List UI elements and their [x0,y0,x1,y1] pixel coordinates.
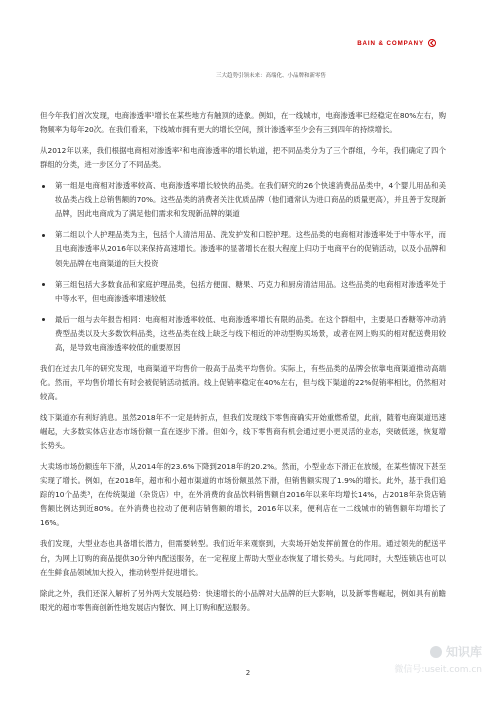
paragraph-3: 我们在过去几年的研究发现，电商渠道平均售价一般高于品类平均售价。实际上，有些品类的品牌会依靠电商渠道推动高端化。然而，平均售价增长有时会被促销活动抵消。线上促销率稳定在40%左右，但与线下渠道的22%促销率相比，仍然相对较高。 [40,363,446,401]
paragraph-7: 除此之外，我们还深入解析了另外两大发展趋势：快速增长的小品牌对大品牌的巨大影响，以及新零售崛起，例如具有前瞻眼光的超市零售商创新性地发展店内餐饮、网上订购和配送服务。 [40,588,446,612]
bain-company-logo [357,39,436,47]
bullet-item-2: 第二组以个人护理品类为主，包括个人清洁用品、洗发护发和口腔护理。这些品类的电商相对渗透率处于中等水平，而且电商渗透率从2016年以来保持高速增长。渗透率的显著增长在很大程度上归功于电商平台的促销活动，以及小品牌和领先品牌在电商渠道的巨大投资 [40,228,446,270]
bain-logo-mark-icon [428,39,436,47]
paragraph-4: 线下渠道亦有利好消息。虽然2018年不一定是转折点，但我们发现线下零售商确实开始重燃希望，此前，随着电商渠道迅速崛起，大多数实体店业态市场份额一直在逐步下滑。但如今，线下零售商有机会通过更小更灵活的业态，突破低迷，恢复增长势头。 [40,412,446,451]
paragraph-6: 我们发现，大型业态也具备增长潜力，但需要转型。我们近年来观察到，大卖场开始发挥前置仓的作用。通过领先的配送平台，为网上订购的商品提供30分钟内配送服务，在一定程度上帮助大型业态恢复了增长势头。与此同时，大型连锁店也可以在生鲜食品领域加大投入，推动转型并促进增长。 [40,539,446,577]
header-subtitle: 三大趋势引领未来：高端化、小品牌和新零售 [215,73,326,79]
logo-text: BAIN & COMPANY [357,39,424,47]
paragraph-2: 从2012年以来，我们根据电商相对渗透率²和电商渗透率的增长轨道，把不同品类分为了三个群组，今年，我们确定了四个群组的分类，进一步区分了不同品类。 [40,146,446,170]
wechat-icon [430,646,442,658]
paragraph-5: 大卖场市场份额连年下滑，从2014年的23.6%下降到2018年的20.2%。然而，小型业态下滑正在放缓，在某些情况下甚至实现了增长。例如，在2018年，超市和小超市渠道的市场份额虽然下滑，但销售额实现了1.9%的增长。此外，基于我们追踪的10个品类³，在传统渠道（杂货店）中，在外消费的食品饮料销售额自2016年以来年均增长14%，占2018年杂货店销售额比例达到近80%。在外消费也拉动了便利店销售额的增长，2016年以来，便利店在一二线城市的销售额年均增长了16%。 [40,462,446,528]
main-content [40,109,446,622]
watermark-brand: 知识库 [445,645,482,659]
page-number: 2 [245,669,251,677]
group-bullet-list [40,179,446,355]
watermark [394,643,482,675]
watermark-account: 微信号:useit.com.cn [394,665,482,675]
bullet-item-1: 第一组是电商相对渗透率较高、电商渗透率增长较快的品类。在我们研究的26个快速消费品品类中，4个婴儿用品和美妆品类占线上总销售额的70%。这些品类的消费者关注优质品牌（他们通常认为进口商品的质量更高），并且善于发现新品牌，因此电商成为了满足他们需求和发现新品牌的渠道 [40,179,446,221]
watermark-title [394,643,482,660]
bullet-item-4: 最后一组与去年报告相同：电商相对渗透率较低、电商渗透率增长有限的品类。在这个群组中，主要是口香糖等冲动消费型品类以及大多数饮料品类，这些品类在线上缺乏与线下相近的冲动型购买场景，或者在网上购买的相对配送费用较高，是导致电商渗透率较低的重要原因 [40,313,446,355]
bullet-item-3: 第三组包括大多数食品和家庭护理品类，包括方便面、糖果、巧克力和厨房清洁用品。这些品类的电商相对渗透率处于中等水平，但电商渗透率增速较低 [40,278,446,306]
paragraph-1: 但今年我们首次发现，电商渗透率¹增长在某些地方有触顶的迹象。例如，在一线城市，电商渗透率已经稳定在80%左右，购物频率为每年20次。在我们看来，下线城市拥有更大的增长空间，预计渗透率至少会有三到四年的持续增长。 [40,111,446,135]
